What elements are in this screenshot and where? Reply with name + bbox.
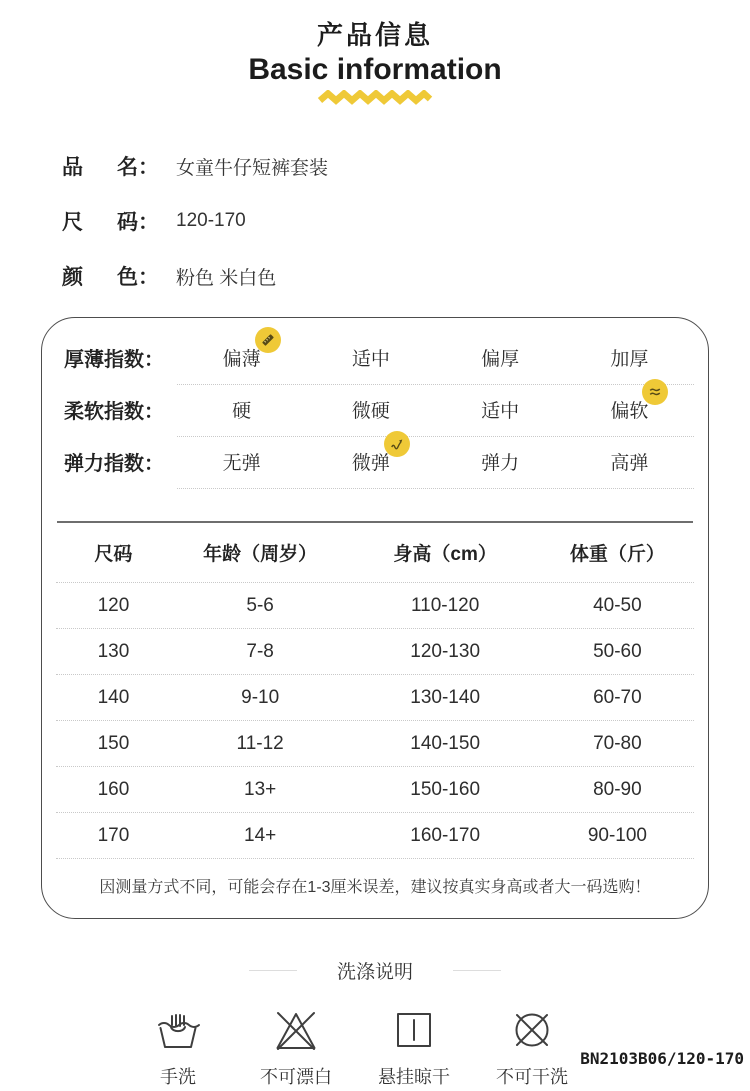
option-medium-soft (481, 398, 519, 426)
product-name-label (62, 151, 159, 181)
wash-title-text: 洗涤说明 (336, 962, 413, 983)
table-row (56, 629, 694, 675)
elasticity-index-label: 弹力指数： (64, 453, 164, 475)
table-row (56, 767, 694, 813)
title-side-line (249, 970, 297, 971)
option-text: 弹力 (481, 453, 520, 474)
thickness-options (177, 346, 694, 385)
zigzag-decoration-icon (0, 90, 750, 110)
color-value: 粉色 米白色 (176, 267, 277, 289)
label-char: 色： (117, 266, 159, 289)
cell-height: 130-140 (410, 686, 481, 708)
option-soft (610, 398, 648, 426)
option-extra-thick (610, 346, 648, 374)
stretch-icon (384, 431, 410, 457)
label-char: 名： (117, 156, 159, 179)
product-name-row (62, 152, 750, 180)
cell-weight: 50-60 (593, 640, 642, 662)
label-char: 颜 (62, 266, 83, 289)
table-row (56, 583, 694, 629)
wash-section-title (0, 957, 750, 984)
wash-item-no-bleach (251, 1006, 341, 1089)
softness-index-label: 柔软指数： (64, 401, 164, 423)
cell-age: 9-10 (241, 686, 280, 708)
cell-height: 140-150 (410, 732, 481, 754)
cell-size: 150 (97, 732, 130, 754)
cell-height: 120-130 (410, 640, 481, 662)
product-name-value: 女童牛仔短裤套装 (176, 157, 329, 179)
color-label (62, 261, 159, 291)
measurement-note: 因测量方式不同，可能会存在1-3厘米误差，建议按真实身高或者大一码选购！ (99, 879, 651, 896)
product-code: BN2103B06/120-170 (580, 1049, 744, 1068)
page-title-en: Basic information (248, 53, 502, 86)
softness-options (177, 398, 694, 437)
color-row (62, 262, 750, 290)
label-char: 码： (117, 211, 159, 234)
table-row (56, 721, 694, 767)
option-hard (232, 398, 251, 426)
hand-wash-icon (154, 1006, 202, 1054)
option-text: 偏薄 (222, 349, 261, 370)
product-info-section (62, 152, 750, 290)
elasticity-index-row (42, 450, 708, 489)
wash-icons-row (0, 1006, 730, 1089)
cell-height: 110-120 (410, 594, 480, 616)
no-dry-clean-icon (508, 1006, 556, 1054)
elasticity-options (177, 450, 694, 489)
cell-weight: 60-70 (593, 686, 642, 708)
title-side-line (453, 970, 501, 971)
label-char: 尺 (62, 211, 83, 234)
size-range-value: 120-170 (176, 210, 246, 231)
cell-weight: 70-80 (593, 732, 642, 754)
option-text: 高弹 (610, 453, 649, 474)
option-text: 微硬 (351, 401, 390, 422)
page-title-cn: 产品信息 (316, 20, 433, 50)
page-header (0, 0, 750, 110)
option-text: 微弹 (351, 453, 390, 474)
size-range-label (62, 206, 159, 236)
wash-item-hand-wash (133, 1006, 223, 1089)
wash-label: 悬挂晾干 (378, 1067, 450, 1087)
cell-size: 170 (97, 824, 130, 846)
option-slight-stretch (352, 450, 390, 478)
thickness-index-label: 厚薄指数： (64, 349, 164, 371)
thickness-index-row (42, 346, 708, 385)
cell-weight: 40-50 (593, 594, 642, 616)
option-no-stretch (223, 450, 261, 478)
option-thin (223, 346, 261, 374)
col-header-size: 尺码 (94, 544, 133, 565)
col-header-weight: 体重（斤） (569, 544, 665, 565)
table-row (56, 813, 694, 859)
label-char: 品 (62, 156, 83, 179)
option-text: 偏厚 (481, 349, 520, 370)
cell-size: 160 (97, 778, 130, 800)
cell-height: 160-170 (410, 824, 481, 846)
option-text: 无弹 (222, 453, 261, 474)
cell-weight: 90-100 (587, 824, 647, 846)
option-text: 硬 (232, 401, 252, 422)
cell-size: 140 (97, 686, 130, 708)
cell-age: 14+ (244, 824, 277, 846)
option-text: 适中 (351, 349, 390, 370)
option-semi-hard (352, 398, 390, 426)
cell-age: 13+ (244, 778, 277, 800)
cell-weight: 80-90 (593, 778, 642, 800)
col-header-height: 身高（cm） (393, 544, 497, 565)
cell-size: 120 (97, 594, 130, 616)
option-text: 偏软 (610, 401, 649, 422)
option-high-stretch (610, 450, 648, 478)
option-text: 加厚 (610, 349, 649, 370)
cell-age: 7-8 (246, 640, 274, 662)
ruler-icon (255, 327, 281, 353)
cell-age: 5-6 (246, 594, 274, 616)
option-text: 适中 (481, 401, 520, 422)
col-header-age: 年龄（周岁） (203, 544, 318, 565)
option-thick (481, 346, 519, 374)
no-bleach-icon (272, 1006, 320, 1054)
size-range-row (62, 207, 750, 235)
spec-box (41, 317, 709, 919)
softness-index-row (42, 398, 708, 437)
option-medium (352, 346, 390, 374)
cell-size: 130 (97, 640, 130, 662)
cell-height: 150-160 (410, 778, 481, 800)
wash-label: 手洗 (160, 1067, 196, 1087)
size-table (56, 523, 694, 859)
wash-label: 不可干洗 (496, 1067, 568, 1087)
hang-dry-icon (390, 1006, 438, 1054)
size-table-header (56, 523, 694, 583)
wash-item-no-dry-clean (487, 1006, 577, 1089)
option-stretch (481, 450, 519, 478)
wash-label: 不可漂白 (260, 1067, 332, 1087)
table-row (56, 675, 694, 721)
waves-icon (642, 379, 668, 405)
wash-item-hang-dry (369, 1006, 459, 1089)
cell-age: 11-12 (236, 732, 284, 754)
